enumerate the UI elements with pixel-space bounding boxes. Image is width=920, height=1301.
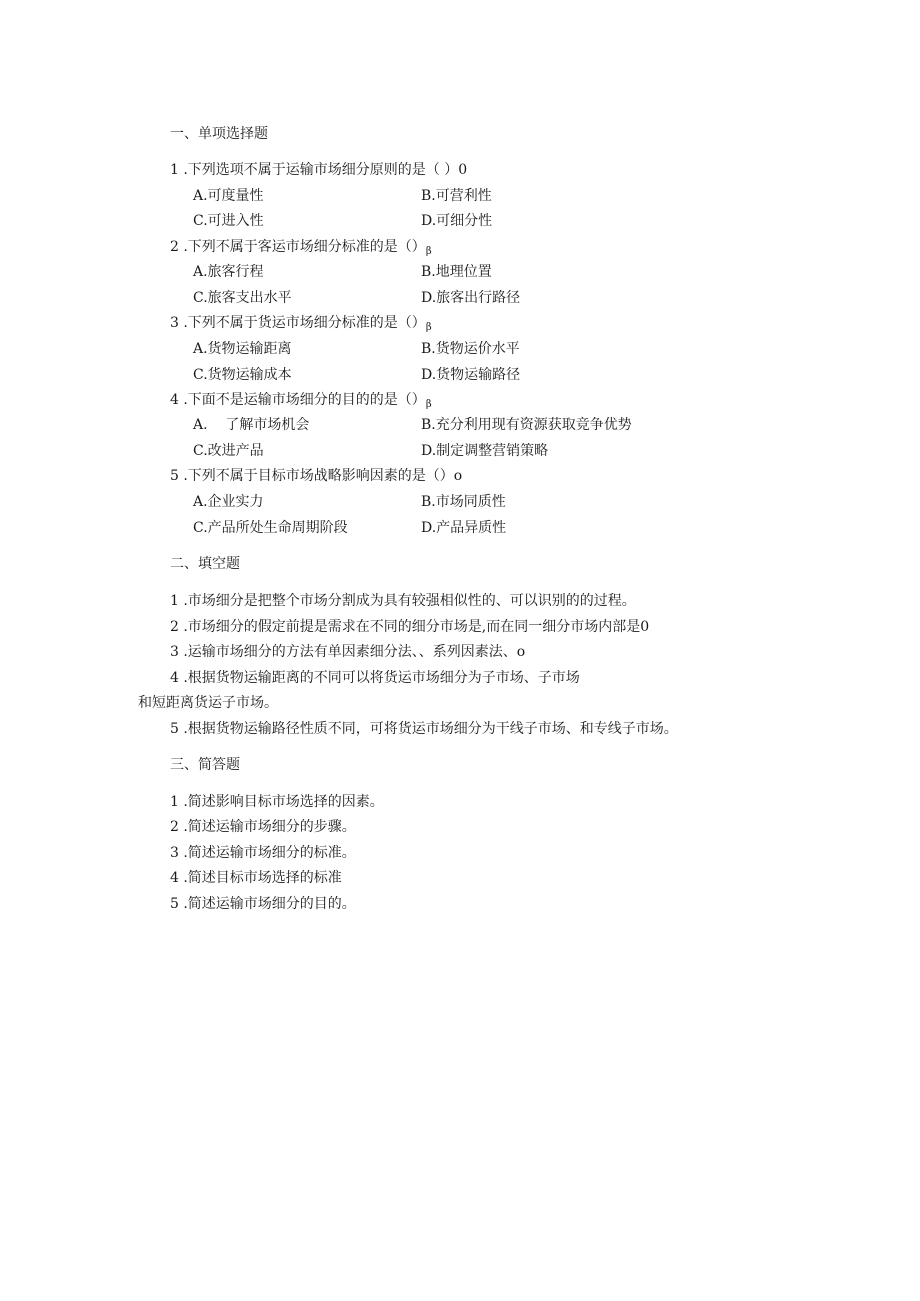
question-4-stem: 4 .下面不是运输市场细分的目的的是（） [170,392,426,408]
question-5-stem: 5 .下列不属于目标市场战略影响因素的是（）o [170,468,463,484]
question-4-option-c: C.改进产品 [193,443,264,459]
section-title-short-answer: 三、简答题 [170,757,240,773]
question-3-mark: β [425,322,432,333]
section-title-fill-blank: 二、填空题 [170,556,240,572]
fill-blank-item-4: 4 .根据货物运输距离的不同可以将货运市场细分为子市场、子市场 [170,670,580,686]
short-answer-item-3: 3 .简述运输市场细分的标准。 [170,845,356,861]
question-2-option-c: C.旅客支出水平 [193,290,292,306]
question-2-mark: β [425,246,432,257]
question-1-stem: 1 .下列选项不属于运输市场细分原则的是（ ）0 [170,162,468,178]
question-3 [170,313,432,338]
question-2-option-d: D.旅客出行路径 [421,290,521,306]
question-4-option-b: B.充分利用现有资源获取竞争优势 [421,417,632,433]
question-4-option-d: D.制定调整营销策略 [421,443,549,459]
question-3-option-c: C.货物运输成本 [193,367,292,383]
fill-blank-item-2: 2 .市场细分的假定前提是需求在不同的细分市场是,而在同一细分市场内部是0 [170,619,650,635]
fill-blank-item-1: 1 .市场细分是把整个市场分割成为具有较强相似性的、可以识别的的过程。 [170,593,636,609]
section-title-single-choice: 一、单项选择题 [170,126,268,142]
question-3-stem: 3 .下列不属于货运市场细分标准的是（） [170,315,426,331]
question-4-option-a: A. 了解市场机会 [193,417,310,433]
short-answer-item-5: 5 .简述运输市场细分的目的。 [170,896,356,912]
question-3-option-b: B.货物运价水平 [421,341,520,357]
question-4-mark: β [425,399,432,410]
question-2-option-a: A.旅客行程 [193,264,264,280]
question-5-option-b: B.市场同质性 [421,494,506,510]
short-answer-item-1: 1 .简述影响目标市场选择的因素。 [170,794,384,810]
question-2-option-b: B.地理位置 [421,264,492,280]
question-5-option-c: C.产品所处生命周期阶段 [193,520,348,536]
short-answer-item-2: 2 .简述运输市场细分的步骤。 [170,819,356,835]
question-4 [170,390,432,415]
question-5-option-d: D.产品异质性 [421,520,507,536]
question-1-option-a: A.可度量性 [193,188,264,204]
question-1-option-d: D.可细分性 [421,213,493,229]
fill-blank-item-4-continuation: 和短距离货运子市场。 [138,695,278,711]
question-2 [170,237,432,262]
question-2-stem: 2 .下列不属于客运市场细分标准的是（） [170,239,426,255]
question-3-option-a: A.货物运输距离 [193,341,292,357]
question-1-option-b: B.可营利性 [421,188,492,204]
question-3-option-d: D.货物运输路径 [421,367,521,383]
question-5-option-a: A.企业实力 [193,494,264,510]
fill-blank-item-3: 3 .运输市场细分的方法有单因素细分法、、系列因素法、o [170,644,526,660]
fill-blank-item-5: 5 .根据货物运输路径性质不同，可将货运市场细分为干线子市场、和专线子市场。 [170,721,678,737]
short-answer-item-4: 4 .简述目标市场选择的标准 [170,870,342,886]
question-1-option-c: C.可进入性 [193,213,264,229]
